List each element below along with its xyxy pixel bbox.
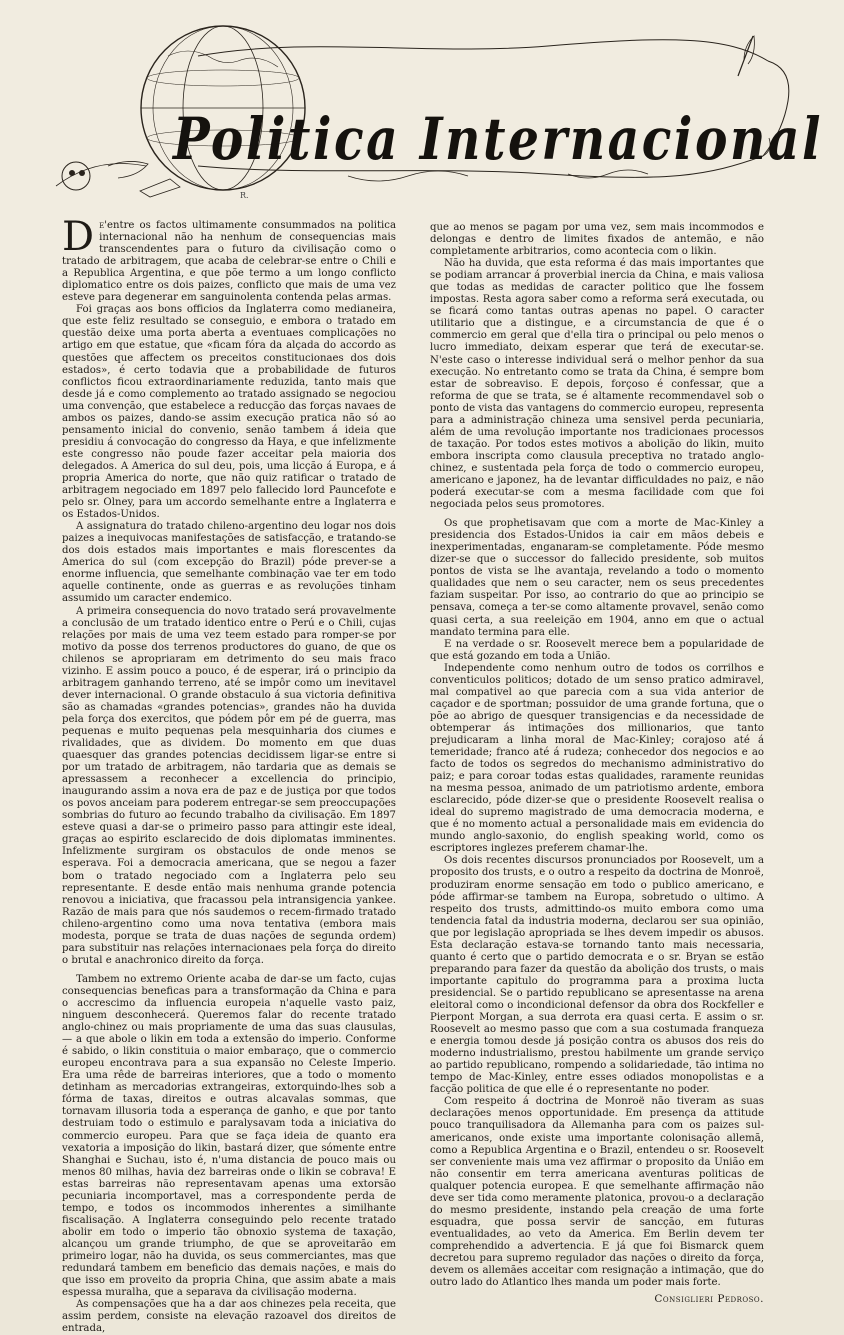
- masthead-title: Politica Internacional: [173, 105, 824, 173]
- article-column-right: [430, 222, 764, 1305]
- author-signature: Consiglieri Pedroso.: [654, 1293, 764, 1306]
- article-paragraph: Foi graças aos bons officios da Inglaterra como medianeira, que este feliz resultado se conseguio, e embora o tratado em questão deixe uma porta aberta a eventuaes complicações no artigo em que estatue, que «ficam fóra da alçada do accordo as questões que affectem os preceitos constitucionaes dos dois estados», é certo todavia que a probabilidade de futuros conflictos ficou extraordinariamente reduzida, tanto mais que desde já e como complemento ao tratado assignado se negociou uma convenção, que estabelece a reducção das forças navaes de ambos os paizes, dando-se assim execução pratica não só ao pensamento inicial do convenio, senão tambem á ideia que presidiu á convocação do congresso da Haya, e que infelizmente este congresso não poude fazer acceitar pela maioria dos delegados. A America do sul deu, pois, uma licção á Europa, e á propria America do norte, que não quiz ratificar o tratado de arbitragem negociado em 1897 pelo fallecido lord Pauncefote e pelo sr. Olney, para um accordo semelhante entre a Inglaterra e os Estados-Unidos.: [62, 304, 396, 521]
- paragraph-text: 'entre os factos ultimamente consummados na politica internacional não ha nenhum de consequencias mais transcendentes para o futuro da civilisação como o tratado de arbitragem, que acaba de celebrar-se entre o Chili e a Republica Argentina, e que põe termo a um longo conflicto diplomatico entre os dois paizes, conflicto que mais de uma vez esteve para degenerar em sanguinolenta contenda pelas armas.: [62, 220, 396, 304]
- article-paragraph: Independente como nenhum outro de todos os corrilhos e conventiculos politicos; dotado de um senso pratico admiravel, mal compativel ao que parecia com a sua vida anterior de caçador e de sportman; possuidor de uma grande fortuna, que o põe ao abrigo de quesquer transigencias e da necessidade de obtemperar ás intimações dos millionarios, que tanto prejudicaram a linha moral de Mac-Kinley; corajoso até á temeridade; franco até á rudeza; conhecedor dos negocios e ao facto de todos os segredos do mechanismo administrativo do paiz; e para coroar todas estas qualidades, raramente reunidas na mesma pessoa, animado de um patriotismo ardente, embora esclarecido, póde dizer-se que o presidente Roosevelt realisa o ideal do supremo magistrado de uma democracia moderna, e que é no momento actual a personalidade mais em evidencia do mundo anglo-saxonio, do english speaking world, como os escriptores inglezes preferem chamar-lhe.: [430, 662, 764, 855]
- masthead-illustration: [48, 16, 824, 201]
- article-paragraph: [62, 214, 396, 304]
- article-paragraph: Não ha duvida, que esta reforma é das mais importantes que se podiam arrancar á proverbial inercia da China, e mais valiosa que todas as medidas de caracter politico que lhe fossem impostas. Resta agora saber como a reforma será executada, ou se ficará como tantas outras apenas no papel. O caracter utilitario que a distingue, e a circumstancia de que é o commercio em geral que d'ella tira o principal ou pelo menos o lucro immediato, deixam esperar que terá de executar-se. N'este caso o interesse individual será o melhor penhor da sua execução. No entretanto como se trata da China, é sempre bom estar de sobreaviso. E depois, forçoso é confessar, que a reforma de que se trata, se é altamente recommendavel sob o ponto de vista das vantagens do commercio europeu, representa para a administração chineza uma sensivel perda pecuniaria, além de uma revolução importante nos tradicionaes processos de taxação. Por todos estes motivos a abolição do likin, muito embora inscripta como clausula preceptiva no tratado anglo-chinez, e sustentada pela força de todo o commercio europeu, americano e japonez, ha de levantar difficuldades no paiz, e não poderá executar-se com a mesma facilidade com que foi negociada pelos seus promotores.: [430, 258, 764, 511]
- article-paragraph: Tambem no extremo Oriente acaba de dar-se um facto, cujas consequencias beneficas para a transformação da China e para o accrescimo da influencia europeia n'aquelle vasto paiz, ninguem desconhecerá. Queremos falar do recente tratado anglo-chinez ou mais propriamente de uma das suas clausulas, — a que abole o likin em toda a extensão do imperio. Conforme é sabido, o likin constituia o maior embaraço, que o commercio europeu encontrava para a sua expansão no Celeste Imperio. Era uma rêde de barreiras interiores, que a todo o momento detinham as mercadorias extrangeiras, extorquindo-lhes sob a fórma de taxas, direitos e outras alcavalas sommas, que tornavam illusoria toda a esperança de ganho, e que por tanto destruiam todo o estimulo e paralysavam toda a iniciativa do commercio europeu. Para que se faça ideia de quanto era vexatoria a imposição do likin, bastará dizer, que sómente entre Shanghai e Suchau, isto é, n'uma distancia de pouco mais ou menos 80 milhas, havia dez barreiras onde o likin se cobrava! E estas barreiras não representavam apenas uma extorsão pecuniaria incomportavel, mas a correspondente perda de tempo, e todos os incommodos inherentes a similhante fiscalisação. A Inglaterra conseguindo pelo recente tratado abolir em todo o imperio tão obnoxio systema de taxação, alcançou um grande triumpho, de que se aproveitarão em primeiro logar, não ha duvida, os seus commerciantes, mas que redundará tambem em beneficio das demais nações, e mais do que isso em proveito da propria China, que assim abate a mais espessa muralha, que a separava da civilisação moderna.: [62, 973, 396, 1299]
- article-paragraph: A assignatura do tratado chileno-argentino deu logar nos dois paizes a inequivocas manifestações de satisfacção, e tratando-se dos dois estados mais importantes e mais florescentes da America do sul (com excepção do Brazil) póde prever-se a enorme influencia, que semelhante combinação vae ter em todo aquelle continente, onde as guerras e as revoluções tinham assumido um caracter endemico.: [62, 521, 396, 605]
- article-paragraph: Os dois recentes discursos pronunciados por Roosevelt, um a proposito dos trusts, e o outro a respeito da doctrina de Monroë, produziram enorme sensação em todo o publico americano, e póde affirmar-se tambem na Europa, sobretudo o ultimo. A respeito dos trusts, admittindo-os muito embora como uma tendencia fatal da industria moderna, declarou ser sua opinião, que por legislação apropriada se lhes devem impedir os abusos. Esta declaração estava-se tornando tanto mais necessaria, quanto é certo que o partido democrata e o sr. Bryan se estão preparando para fazer da questão da abolição dos trusts, o mais importante capitulo do programma para a proxima lucta presidencial. Se o partido republicano se apresentasse na arena eleitoral como o incondicional defensor da obra dos Rockfeller e Pierpont Morgan, a sua derrota era quasi certa. E assim o sr. Roosevelt ao mesmo passo que com a sua costumada franqueza e energia tomou desde já posição contra os abusos dos reis do moderno industrialismo, prestou habilmente um grande serviço ao partido republicano, rompendo a solidariedade, tão intima no tempo de Mac-Kinley, entre esses odiados monopolistas e a facção politica de que elle é o representante no poder.: [430, 855, 764, 1096]
- article-column-left: [62, 214, 396, 1335]
- article-paragraph: E na verdade o sr. Roosevelt merece bem a popularidade de que está gozando em toda a União.: [430, 638, 764, 662]
- article-paragraph: As compensações que ha a dar aos chinezes pela receita, que assim perdem, consiste na elevação razoavel dos direitos de entrada,: [62, 1299, 396, 1335]
- masthead-title-wrap: [173, 78, 824, 173]
- article-paragraph: que ao menos se pagam por uma vez, sem mais incommodos e delongas e dentro de limites fixados de antemão, e não completamente arbitrarios, como acontecia com o likin.: [430, 222, 764, 258]
- drop-cap: D: [62, 214, 95, 260]
- article-paragraph: Com respeito á doctrina de Monroë não tiveram as suas declarações menos opportunidade. Em presença da attitude pouco tranquilisadora da Allemanha para com os paizes sul-americanos, onde existe uma importante colonisação allemã, como a Republica Argentina e o Brazil, entendeu o sr. Roosevelt ser conveniente mais uma vez affirmar o proposito da União em não consentir em terra americana aventuras politicas de qualquer potencia europea. E que semelhante affirmação não deve ser tida como meramente platonica, provou-o a declaração do mesmo presidente, instando pela creação de uma forte esquadra, que possa servir de sancção, em futuras eventualidades, ao veto da America. Em Berlin devem ter comprehendido a advertencia. E já que foi Bismarck quem decretou para supremo regulador das nações o direito da força, devem os allemães acceitar com resignação a intimação, que do outro lado do Atlantico lhes manda um poder mais forte.: [430, 1096, 764, 1289]
- article-paragraph: Os que prophetisavam que com a morte de Mac-Kinley a presidencia dos Estados-Unidos ia cair em mãos debeis e inexperimentadas, enganaram-se completamente. Póde mesmo dizer-se que o successor do fallecido presidente, sob muitos pontos de vista se lhe avantaja, revelando a todo o momento qualidades que nem o seu caracter, nem os seus precedentes faziam suspeitar. Por isso, ao contrario do que ao principio se pensava, começa a ter-se como altamente provavel, senão como quasi certa, a sua reeleição em 1904, anno em que o actual mandato termina para elle.: [430, 518, 764, 638]
- artist-mark: R.: [240, 191, 249, 200]
- article-paragraph: A primeira consequencia do novo tratado será provavelmente a conclusão de um tratado identico entre o Perú e o Chili, cujas relações por mais de uma vez teem estado para romper-se por motivo da posse dos terrenos productores do guano, de que os chilenos se apropriaram em detrimento do seu mais fraco vizinho. E assim pouco a pouco, é de esperar, irá o principio da arbitragem ganhando terreno, até se impôr como um inevitavel dever internacional. O grande obstaculo á sua victoria definitiva são as chamadas «grandes potencias», grandes não ha duvida pela força dos exercitos, que pódem pôr em pé de guerra, mas pequenas e muito pequenas pela mesquinharia dos ciumes e rivalidades, que as dividem. Do momento em que duas quaesquer das grandes potencias decidissem ligar-se entre si por um tratado de arbitragem, não tardaria que as demais se apressassem a reconhecer a excellencia do principio, inaugurando assim a nova era de paz e de justiça por que todos os povos anceiam para poderem entregar-se sem preoccupações sombrias do futuro ao fecundo trabalho da civilisação. Em 1897 esteve quasi a dar-se o primeiro passo para attingir este ideal, graças ao espirito esclarecido de dois diplomatas imminentes. Infelizmente surgiram os obstaculos de onde menos se esperava. Foi a democracia americana, que se negou a fazer bom o tratado negociado com a Inglaterra pelo seu representante. E desde então mais nenhuma grande potencia renovou a iniciativa, que fracassou pela intransigencia yankee. Razão de mais para que nós saudemos o recem-firmado tratado chileno-argentino como uma nova tentativa (embora mais modesta, porque se trata de duas nações de segunda ordem) para substituir nas relações internacionaes pela força do direito o brutal e anachronico direito da força.: [62, 605, 396, 966]
- drop-cap-continuation: e: [99, 220, 105, 231]
